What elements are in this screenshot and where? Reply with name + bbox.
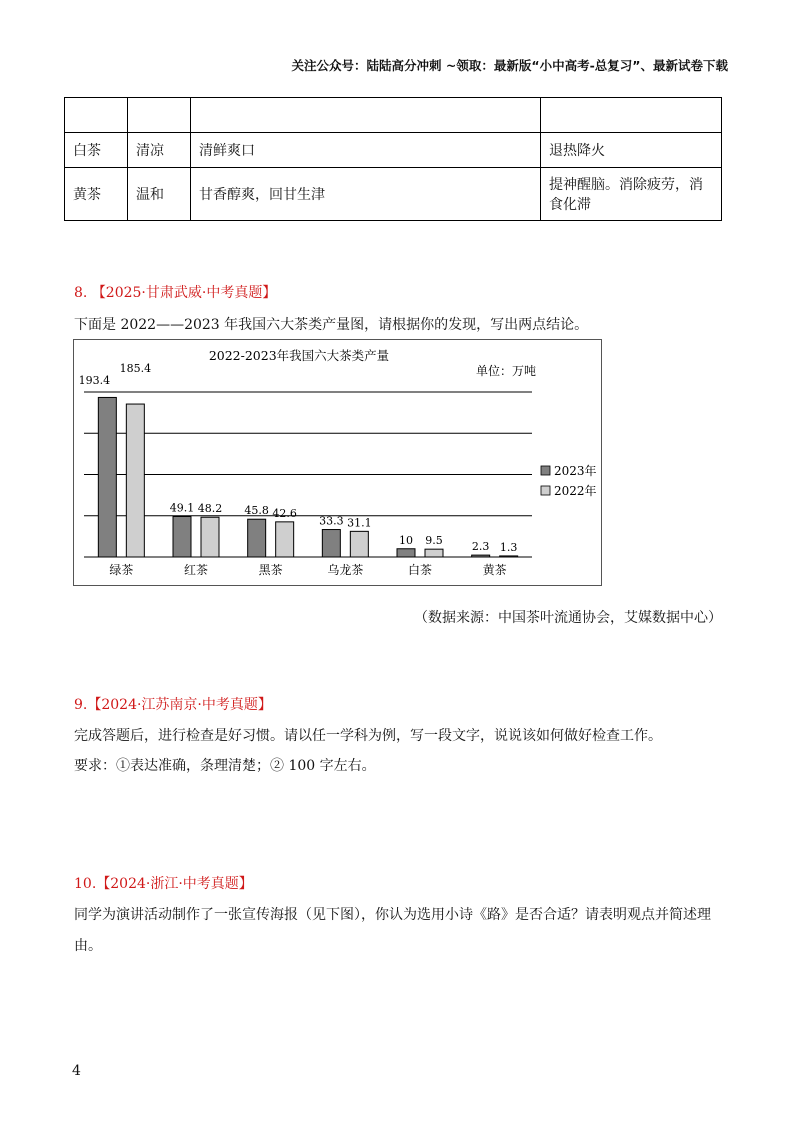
data-label: 193.4	[78, 374, 111, 387]
data-label: 10	[399, 533, 413, 547]
category-label: 红茶	[183, 563, 209, 577]
bar-2023	[472, 555, 490, 557]
table-cell: 黄茶	[65, 168, 128, 221]
table-cell: 退热降火	[541, 133, 722, 168]
data-label: 45.8	[244, 504, 269, 518]
bar-2023	[397, 549, 415, 557]
chart-svg	[74, 340, 601, 585]
data-source-note: （数据来源：中国茶叶流通协会，艾媒数据中心）	[414, 610, 722, 626]
data-label: 1.3	[499, 540, 518, 554]
page-header: 关注公众号：陆陆高分冲刺 ~领取：最新版“小中高考-总复习”、最新试卷下载	[291, 58, 728, 73]
tea-table	[64, 97, 722, 221]
data-label: 2.3	[471, 540, 490, 554]
chart-unit: 单位：万吨	[475, 364, 537, 378]
data-label: 185.4	[119, 362, 152, 375]
table-cell: 温和	[128, 168, 191, 221]
chart-legend	[541, 463, 597, 498]
legend-swatch	[541, 486, 550, 495]
table-row	[65, 133, 722, 168]
chart-category-labels	[109, 562, 506, 577]
legend-swatch	[541, 466, 550, 475]
question-9-requirements: 要求：①表达准确，条理清楚；② 100 字左右。	[74, 758, 376, 774]
question-8-title: 8. 【2025·甘肃武威·中考真题】	[74, 285, 277, 301]
bar-2022	[201, 517, 219, 557]
bar-2023	[248, 519, 266, 557]
table-cell: 白茶	[65, 133, 128, 168]
table-cell: 提神醒脑。消除疲劳，消食化滞	[541, 168, 722, 221]
table-cell	[191, 98, 541, 133]
table-row	[65, 98, 722, 133]
legend-label: 2022年	[554, 484, 597, 498]
bar-2022	[500, 556, 518, 557]
data-label: 31.1	[347, 516, 372, 530]
table-cell: 甘香醇爽，回甘生津	[191, 168, 541, 221]
data-label: 33.3	[319, 514, 344, 528]
category-label: 乌龙茶	[327, 563, 364, 577]
bar-2023	[173, 516, 191, 557]
bar-2023	[322, 530, 340, 557]
table-cell	[128, 98, 191, 133]
table-cell: 清鲜爽口	[191, 133, 541, 168]
table-cell	[65, 98, 128, 133]
question-9-text: 完成答题后，进行检查是好习惯。请以任一学科为例，写一段文字，说说该如何做好检查工作。	[74, 728, 662, 744]
question-9-title: 9.【2024·江苏南京·中考真题】	[74, 697, 272, 713]
bar-2022	[425, 549, 443, 557]
bar-2022	[276, 522, 294, 557]
table-cell	[541, 98, 722, 133]
page-number: 4	[72, 1063, 81, 1079]
data-label: 9.5	[425, 534, 443, 548]
tea-production-chart	[73, 339, 602, 586]
chart-gridlines	[84, 392, 532, 557]
chart-bars	[98, 397, 517, 557]
table-row	[65, 168, 722, 221]
question-10-title: 10.【2024·浙江·中考真题】	[74, 876, 253, 892]
category-label: 白茶	[407, 563, 433, 577]
legend-label: 2023年	[554, 464, 597, 478]
category-label: 黑茶	[258, 563, 283, 577]
table-cell: 清凉	[128, 133, 191, 168]
bar-2023	[98, 397, 116, 557]
data-label: 49.1	[169, 501, 195, 515]
data-label: 48.2	[197, 502, 223, 516]
category-label: 黄茶	[482, 563, 507, 577]
data-label: 42.6	[272, 506, 297, 520]
question-10-text-cont: 由。	[74, 938, 102, 954]
bar-2022	[350, 531, 368, 557]
question-8-text: 下面是 2022——2023 年我国六大茶类产量图，请根据你的发现，写出两点结论。	[74, 317, 589, 333]
chart-title: 2022-2023年我国六大茶类产量	[208, 348, 390, 363]
category-label: 绿茶	[109, 563, 134, 577]
question-10-text: 同学为演讲活动制作了一张宣传海报（见下图），你认为选用小诗《路》是否合适？请表明观点并简述理	[74, 907, 711, 923]
bar-2022	[126, 404, 144, 557]
